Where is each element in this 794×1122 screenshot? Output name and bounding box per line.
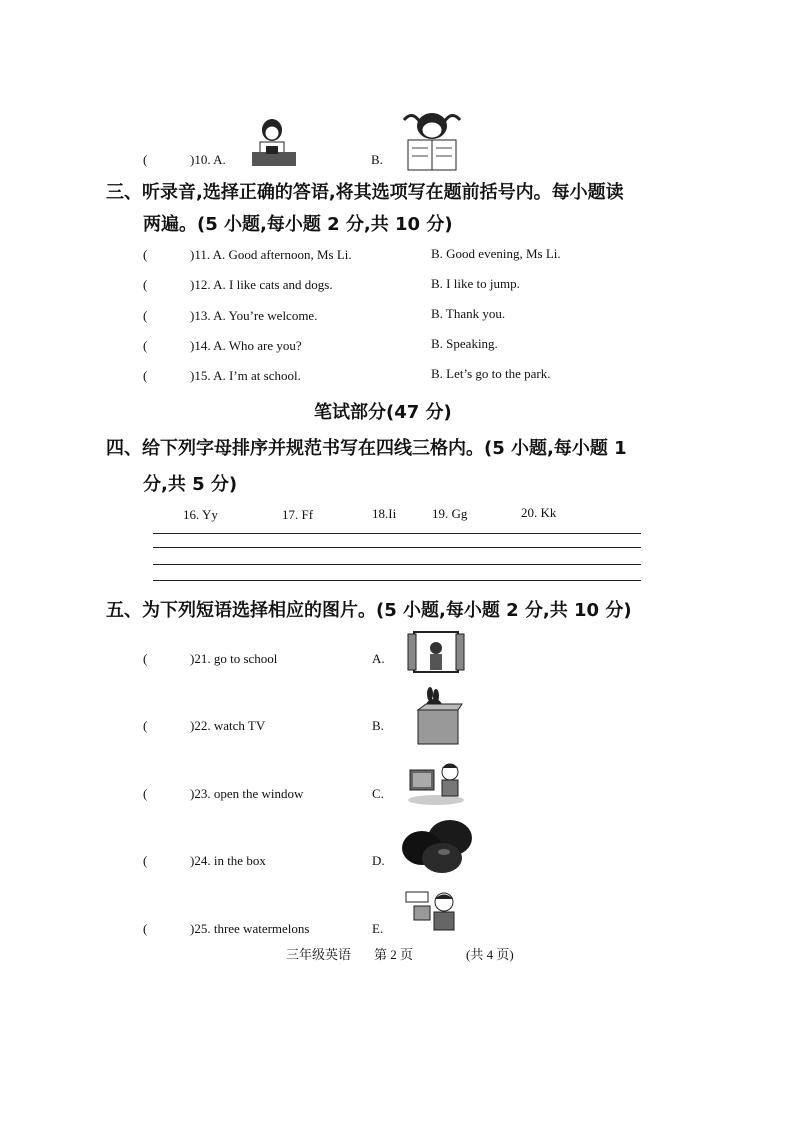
q11-option-a: )11. A. Good afternoon, Ms Li. — [190, 247, 352, 262]
section5-heading: 五、为下列短语选择相应的图片。(5 小题,每小题 2 分,共 10 分) — [106, 600, 632, 621]
footer-page-number: 第 2 页 — [374, 947, 414, 962]
section4-heading-line2: 分,共 5 分) — [143, 474, 238, 495]
q13-option-b: B. Thank you. — [431, 306, 506, 321]
four-line-grid-line-2 — [153, 547, 641, 548]
watching-tv-picture — [406, 760, 466, 806]
q13-paren: ( — [143, 308, 148, 323]
boy-going-to-school-picture — [404, 888, 466, 936]
option-a-label: A. — [372, 651, 385, 666]
q25-phrase: )25. three watermelons — [190, 921, 310, 936]
q15-option-a: )15. A. I’m at school. — [190, 368, 301, 383]
footer-subject: 三年级英语 — [286, 947, 352, 962]
q24-paren: ( — [143, 853, 148, 868]
option-c-label: C. — [372, 786, 384, 801]
option-b-label: B. — [372, 718, 384, 733]
q15-option-b: B. Let’s go to the park. — [431, 366, 551, 381]
q22-paren: ( — [143, 718, 148, 733]
girl-at-desk-picture — [250, 116, 298, 170]
q24-phrase: )24. in the box — [190, 853, 266, 868]
letter-20: 20. Kk — [521, 505, 557, 520]
q14-paren: ( — [143, 338, 148, 353]
four-line-grid-line-4 — [153, 580, 641, 581]
q15-paren: ( — [143, 368, 148, 383]
q14-option-a: )14. A. Who are you? — [190, 338, 302, 353]
q11-paren: ( — [143, 247, 148, 262]
letter-16: 16. Yy — [183, 507, 218, 522]
q23-paren: ( — [143, 786, 148, 801]
rabbit-in-box-picture — [414, 688, 462, 746]
option-e-label: E. — [372, 921, 384, 936]
q21-paren: ( — [143, 651, 148, 666]
letter-19: 19. Gg — [432, 506, 468, 521]
watermelons-picture — [400, 818, 474, 874]
q23-phrase: )23. open the window — [190, 786, 304, 801]
girl-reading-picture — [398, 110, 466, 172]
q12-option-a: )12. A. I like cats and dogs. — [190, 277, 333, 292]
footer-total-pages: (共 4 页) — [466, 947, 514, 962]
section4-heading-line1: 四、给下列字母排序并规范书写在四线三格内。(5 小题,每小题 1 — [106, 438, 627, 459]
q22-phrase: )22. watch TV — [190, 718, 266, 733]
four-line-grid-line-3 — [153, 564, 641, 565]
q10-option-b: B. — [371, 152, 383, 167]
four-line-grid-line-1 — [153, 533, 641, 534]
letter-18: 18.Ii — [372, 506, 397, 521]
section3-heading-line2: 两遍。(5 小题,每小题 2 分,共 10 分) — [143, 214, 453, 235]
written-part-title: 笔试部分(47 分) — [314, 402, 452, 423]
q25-paren: ( — [143, 921, 148, 936]
q12-option-b: B. I like to jump. — [431, 276, 520, 291]
q13-option-a: )13. A. You’re welcome. — [190, 308, 318, 323]
section3-heading-line1: 三、听录音,选择正确的答语,将其选项写在题前括号内。每小题读 — [106, 182, 624, 203]
q14-option-b: B. Speaking. — [431, 336, 498, 351]
q10-paren: ( — [143, 152, 148, 167]
q21-phrase: )21. go to school — [190, 651, 278, 666]
q10-option-a: )10. A. — [190, 152, 226, 167]
q12-paren: ( — [143, 277, 148, 292]
option-d-label: D. — [372, 853, 385, 868]
q11-option-b: B. Good evening, Ms Li. — [431, 246, 561, 261]
letter-17: 17. Ff — [282, 507, 314, 522]
open-window-picture — [408, 630, 464, 674]
